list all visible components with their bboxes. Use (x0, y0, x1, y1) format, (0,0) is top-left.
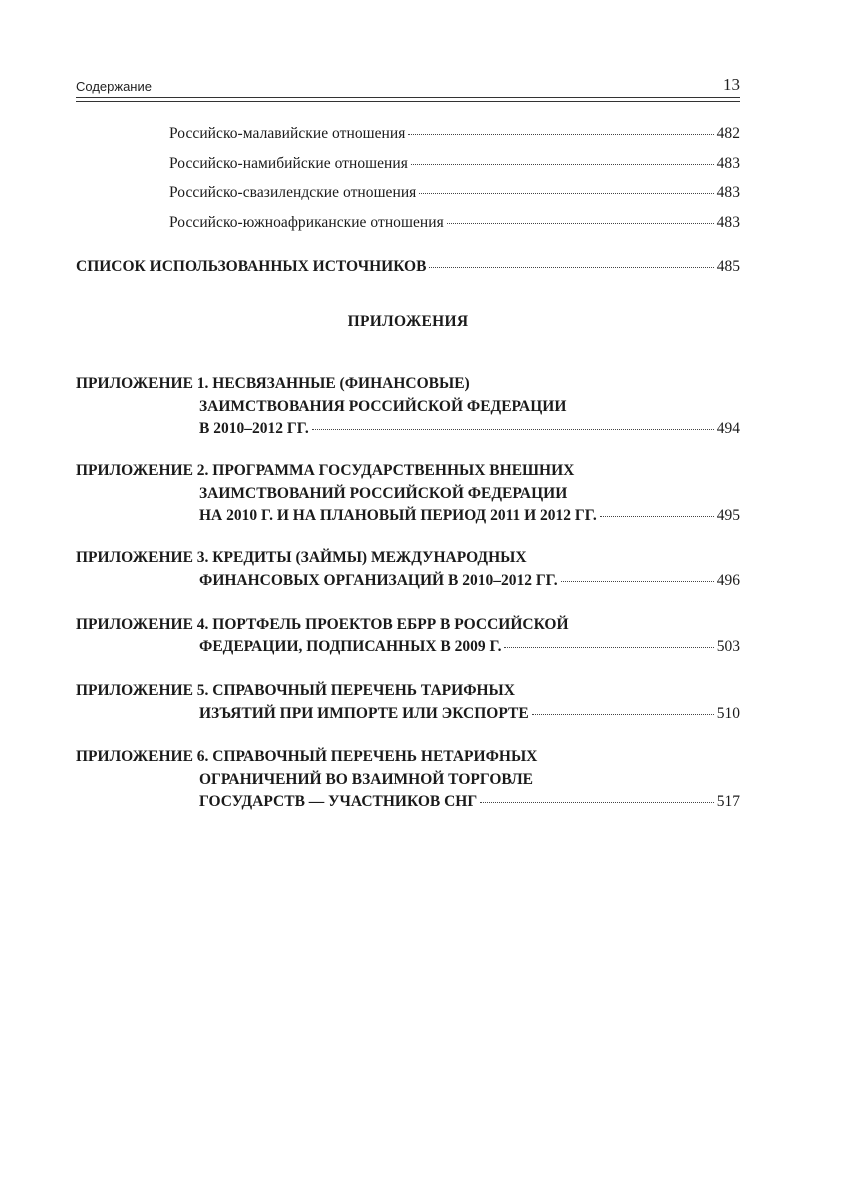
toc-entry-sources[interactable] (76, 258, 740, 276)
toc-entry-south-africa[interactable] (169, 214, 740, 232)
dot-leader (408, 133, 713, 135)
dot-leader (419, 192, 713, 194)
appendix-title-line: НА 2010 Г. И НА ПЛАНОВЫЙ ПЕРИОД 2011 И 2012 ГГ. (199, 507, 597, 524)
toc-entry-page: 483 (716, 214, 740, 231)
appendix-title-line: ОГРАНИЧЕНИЙ ВО ВЗАИМНОЙ ТОРГОВЛЕ (199, 771, 534, 788)
appendix-last-line (199, 705, 740, 723)
dot-leader (561, 580, 714, 582)
toc-entry-swaziland[interactable] (169, 184, 740, 202)
appendix-title-line: ПРИЛОЖЕНИЕ 1. НЕСВЯЗАННЫЕ (ФИНАНСОВЫЕ) (76, 375, 470, 392)
appendix-title-line: ПРИЛОЖЕНИЕ 6. СПРАВОЧНЫЙ ПЕРЕЧЕНЬ НЕТАРИФНЫХ (76, 748, 538, 765)
appendix-last-line (199, 420, 740, 438)
appendix-last-line (199, 507, 740, 525)
appendix-title-line: ФИНАНСОВЫХ ОРГАНИЗАЦИЙ В 2010–2012 ГГ. (199, 572, 558, 589)
appendix-title-line: ПРИЛОЖЕНИЕ 2. ПРОГРАММА ГОСУДАРСТВЕННЫХ ВНЕШНИХ (76, 462, 575, 479)
dot-leader (600, 515, 714, 517)
header-rule-top (76, 97, 740, 98)
appendix-title-line: ПРИЛОЖЕНИЕ 3. КРЕДИТЫ (ЗАЙМЫ) МЕЖДУНАРОДНЫХ (76, 549, 527, 566)
appendices-heading: ПРИЛОЖЕНИЯ (347, 313, 469, 330)
toc-entry-page: 494 (716, 420, 740, 437)
page-number: 13 (723, 75, 740, 94)
appendix-last-line (199, 793, 740, 811)
toc-entry-page: 483 (716, 155, 740, 172)
dot-leader (429, 266, 713, 268)
appendix-title-line: ГОСУДАРСТВ — УЧАСТНИКОВ СНГ (199, 793, 478, 810)
toc-entry-page: 485 (716, 258, 740, 275)
toc-entry-namibia[interactable] (169, 155, 740, 173)
appendix-title-line: ЗАИМСТВОВАНИЙ РОССИЙСКОЙ ФЕДЕРАЦИИ (199, 485, 568, 502)
appendix-title-line: В 2010–2012 ГГ. (199, 420, 309, 437)
toc-entry-title: Российско-малавийские отношения (169, 125, 406, 142)
appendix-last-line (199, 638, 740, 656)
appendix-title-line: ФЕДЕРАЦИИ, ПОДПИСАННЫХ В 2009 Г. (199, 638, 502, 655)
toc-entry-page: 517 (716, 793, 740, 810)
dot-leader (480, 801, 714, 803)
header-rule-bottom (76, 101, 740, 102)
dot-leader (504, 646, 713, 648)
running-header-title: Содержание (76, 79, 152, 94)
toc-entry-title: Российско-свазилендские отношения (169, 184, 417, 201)
toc-entry-page: 510 (716, 705, 740, 722)
toc-entry-title: Российско-южноафриканские отношения (169, 214, 444, 231)
dot-leader (312, 428, 714, 430)
toc-entry-page: 503 (716, 638, 740, 655)
dot-leader (447, 222, 714, 224)
toc-entry-title: Российско-намибийские отношения (169, 155, 408, 172)
appendix-title-line: ПРИЛОЖЕНИЕ 4. ПОРТФЕЛЬ ПРОЕКТОВ ЕБРР В РОССИЙСКОЙ (76, 616, 569, 633)
toc-entry-page: 496 (716, 572, 740, 589)
toc-entry-page: 483 (716, 184, 740, 201)
appendix-title-line: ПРИЛОЖЕНИЕ 5. СПРАВОЧНЫЙ ПЕРЕЧЕНЬ ТАРИФНЫХ (76, 682, 515, 699)
toc-entry-malawi[interactable] (169, 125, 740, 143)
toc-entry-page: 495 (716, 507, 740, 524)
appendix-title-line: ИЗЪЯТИЙ ПРИ ИМПОРТЕ ИЛИ ЭКСПОРТЕ (199, 705, 529, 722)
toc-entry-title: СПИСОК ИСПОЛЬЗОВАННЫХ ИСТОЧНИКОВ (76, 258, 427, 275)
appendix-last-line (199, 572, 740, 590)
toc-entry-page: 482 (716, 125, 740, 142)
dot-leader (411, 163, 714, 165)
dot-leader (532, 713, 714, 715)
appendix-title-line: ЗАИМСТВОВАНИЯ РОССИЙСКОЙ ФЕДЕРАЦИИ (199, 398, 567, 415)
